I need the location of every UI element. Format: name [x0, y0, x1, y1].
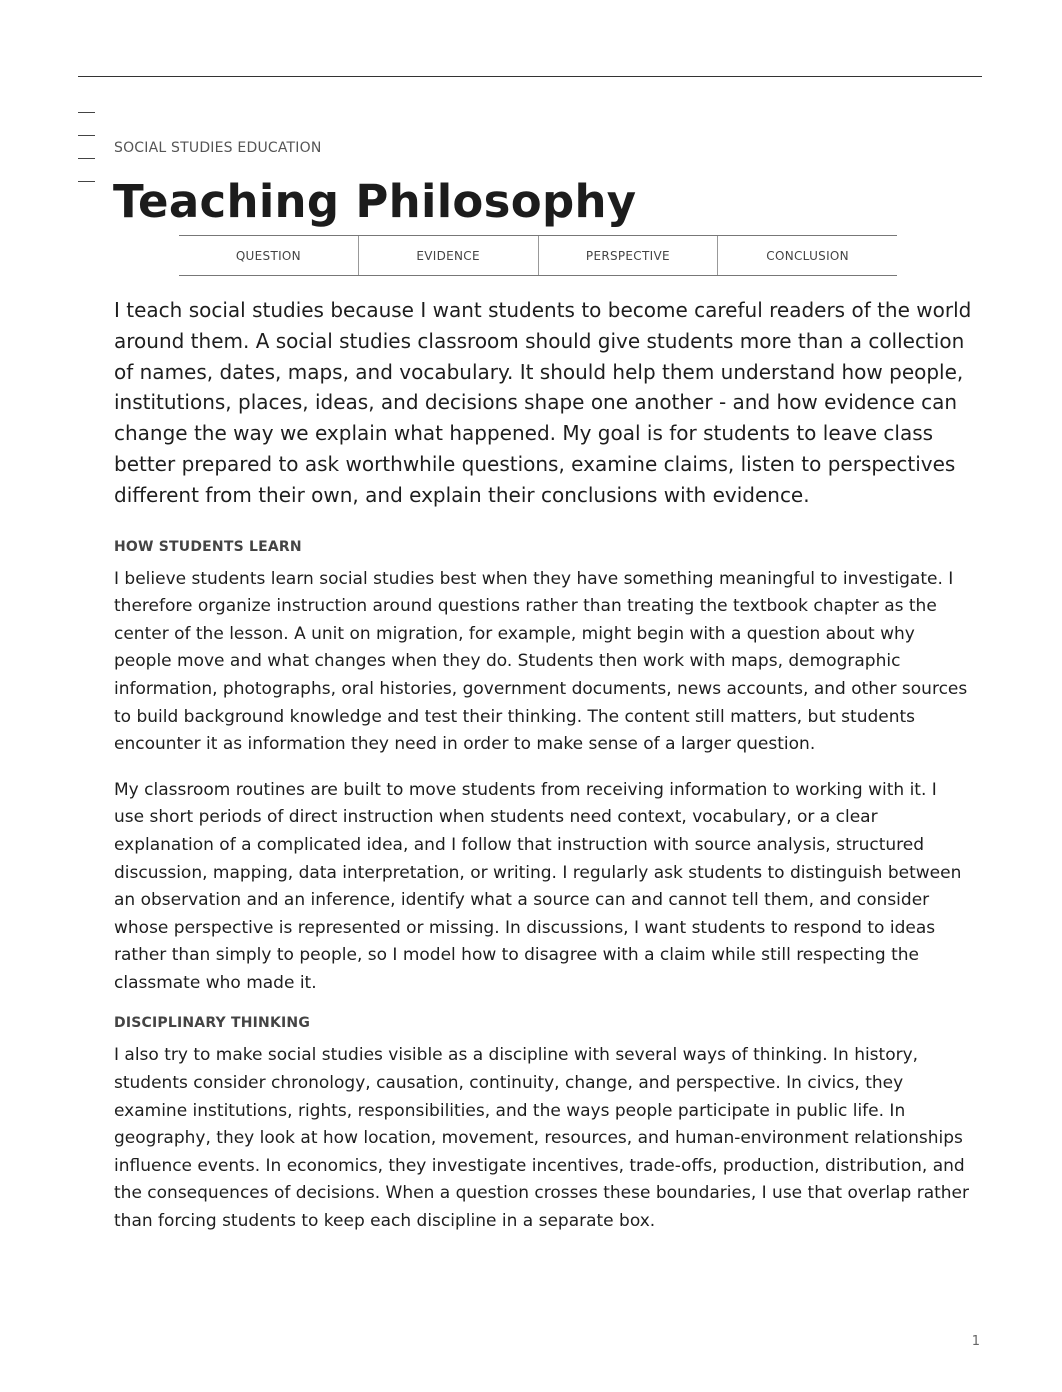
- margin-ticks: [78, 112, 96, 204]
- section-heading-disciplinary-thinking: DISCIPLINARY THINKING: [114, 1015, 311, 1032]
- tab-question[interactable]: QUESTION: [235, 248, 301, 263]
- page-title: Teaching Philosophy: [113, 175, 637, 228]
- tab-conclusion[interactable]: CONCLUSION: [717, 236, 897, 275]
- top-rule: [78, 76, 982, 77]
- section-tabs: [179, 235, 897, 276]
- body-paragraph: My classroom routines are built to move students from receiving information to working with it. I use short periods of direct instruction when students need context, vocabulary, or a clear explanation of a complicated idea, and I follow that instruction with source analysis, structured discussion, mapping, data interpretation, or writing. I regularly ask students to distinguish between an observation and an inference, identify what a source can and cannot tell them, and consider whose perspective is represented or missing. In discussions, I want students to respond to ideas rather than simply to people, so I model how to disagree with a claim while still respecting the classmate who made it.: [114, 779, 962, 993]
- margin-tick: [78, 158, 95, 159]
- margin-tick: [78, 135, 95, 136]
- body-paragraph: I believe students learn social studies best when they have something meaningful to investigate. I therefore organize instruction around questions rather than treating the textbook chapter as the center of the lesson. A unit on migration, for example, might begin with a question about why people move and what changes when they do. Students then work with maps, demographic information, photographs, oral histories, government documents, news accounts, and other sources to build background knowledge and test their thinking. The content still matters, but students encounter it as information they need in order to make sense of a larger question.: [114, 568, 968, 755]
- document-body: [114, 295, 972, 1254]
- page-number: 1: [971, 1334, 980, 1349]
- margin-tick: [78, 112, 95, 113]
- margin-tick: [78, 181, 95, 182]
- lead-paragraph: I teach social studies because I want students to become careful readers of the world around them. A social studies classroom should give students more than a collection of names, dates, maps, and vocabulary. It should help them understand how people, institutions, places, ideas, and decisions shape one another - and how evidence can change the way we explain what happened. My goal is for students to leave class better prepared to ask worthwhile questions, examine claims, listen to perspectives different from their own, and explain their conclusions with evidence.: [114, 298, 972, 507]
- tab-evidence[interactable]: EVIDENCE: [358, 236, 538, 275]
- section-heading-how-students-learn: HOW STUDENTS LEARN: [114, 538, 302, 555]
- body-paragraph: I also try to make social studies visible as a discipline with several ways of thinking. In history, students consider chronology, causation, continuity, change, and perspective. In civics, they examine institutions, rights, responsibilities, and the ways people participate in public life. In geography, they look at how location, movement, resources, and human-environment relationships influence events. In economics, they investigate incentives, trade-offs, production, distribution, and the consequences of decisions. When a question crosses these boundaries, I use that overlap rather than forcing students to keep each discipline in a separate box.: [114, 1045, 970, 1232]
- tab-perspective[interactable]: PERSPECTIVE: [538, 236, 718, 275]
- section-kicker: SOCIAL STUDIES EDUCATION: [114, 140, 322, 156]
